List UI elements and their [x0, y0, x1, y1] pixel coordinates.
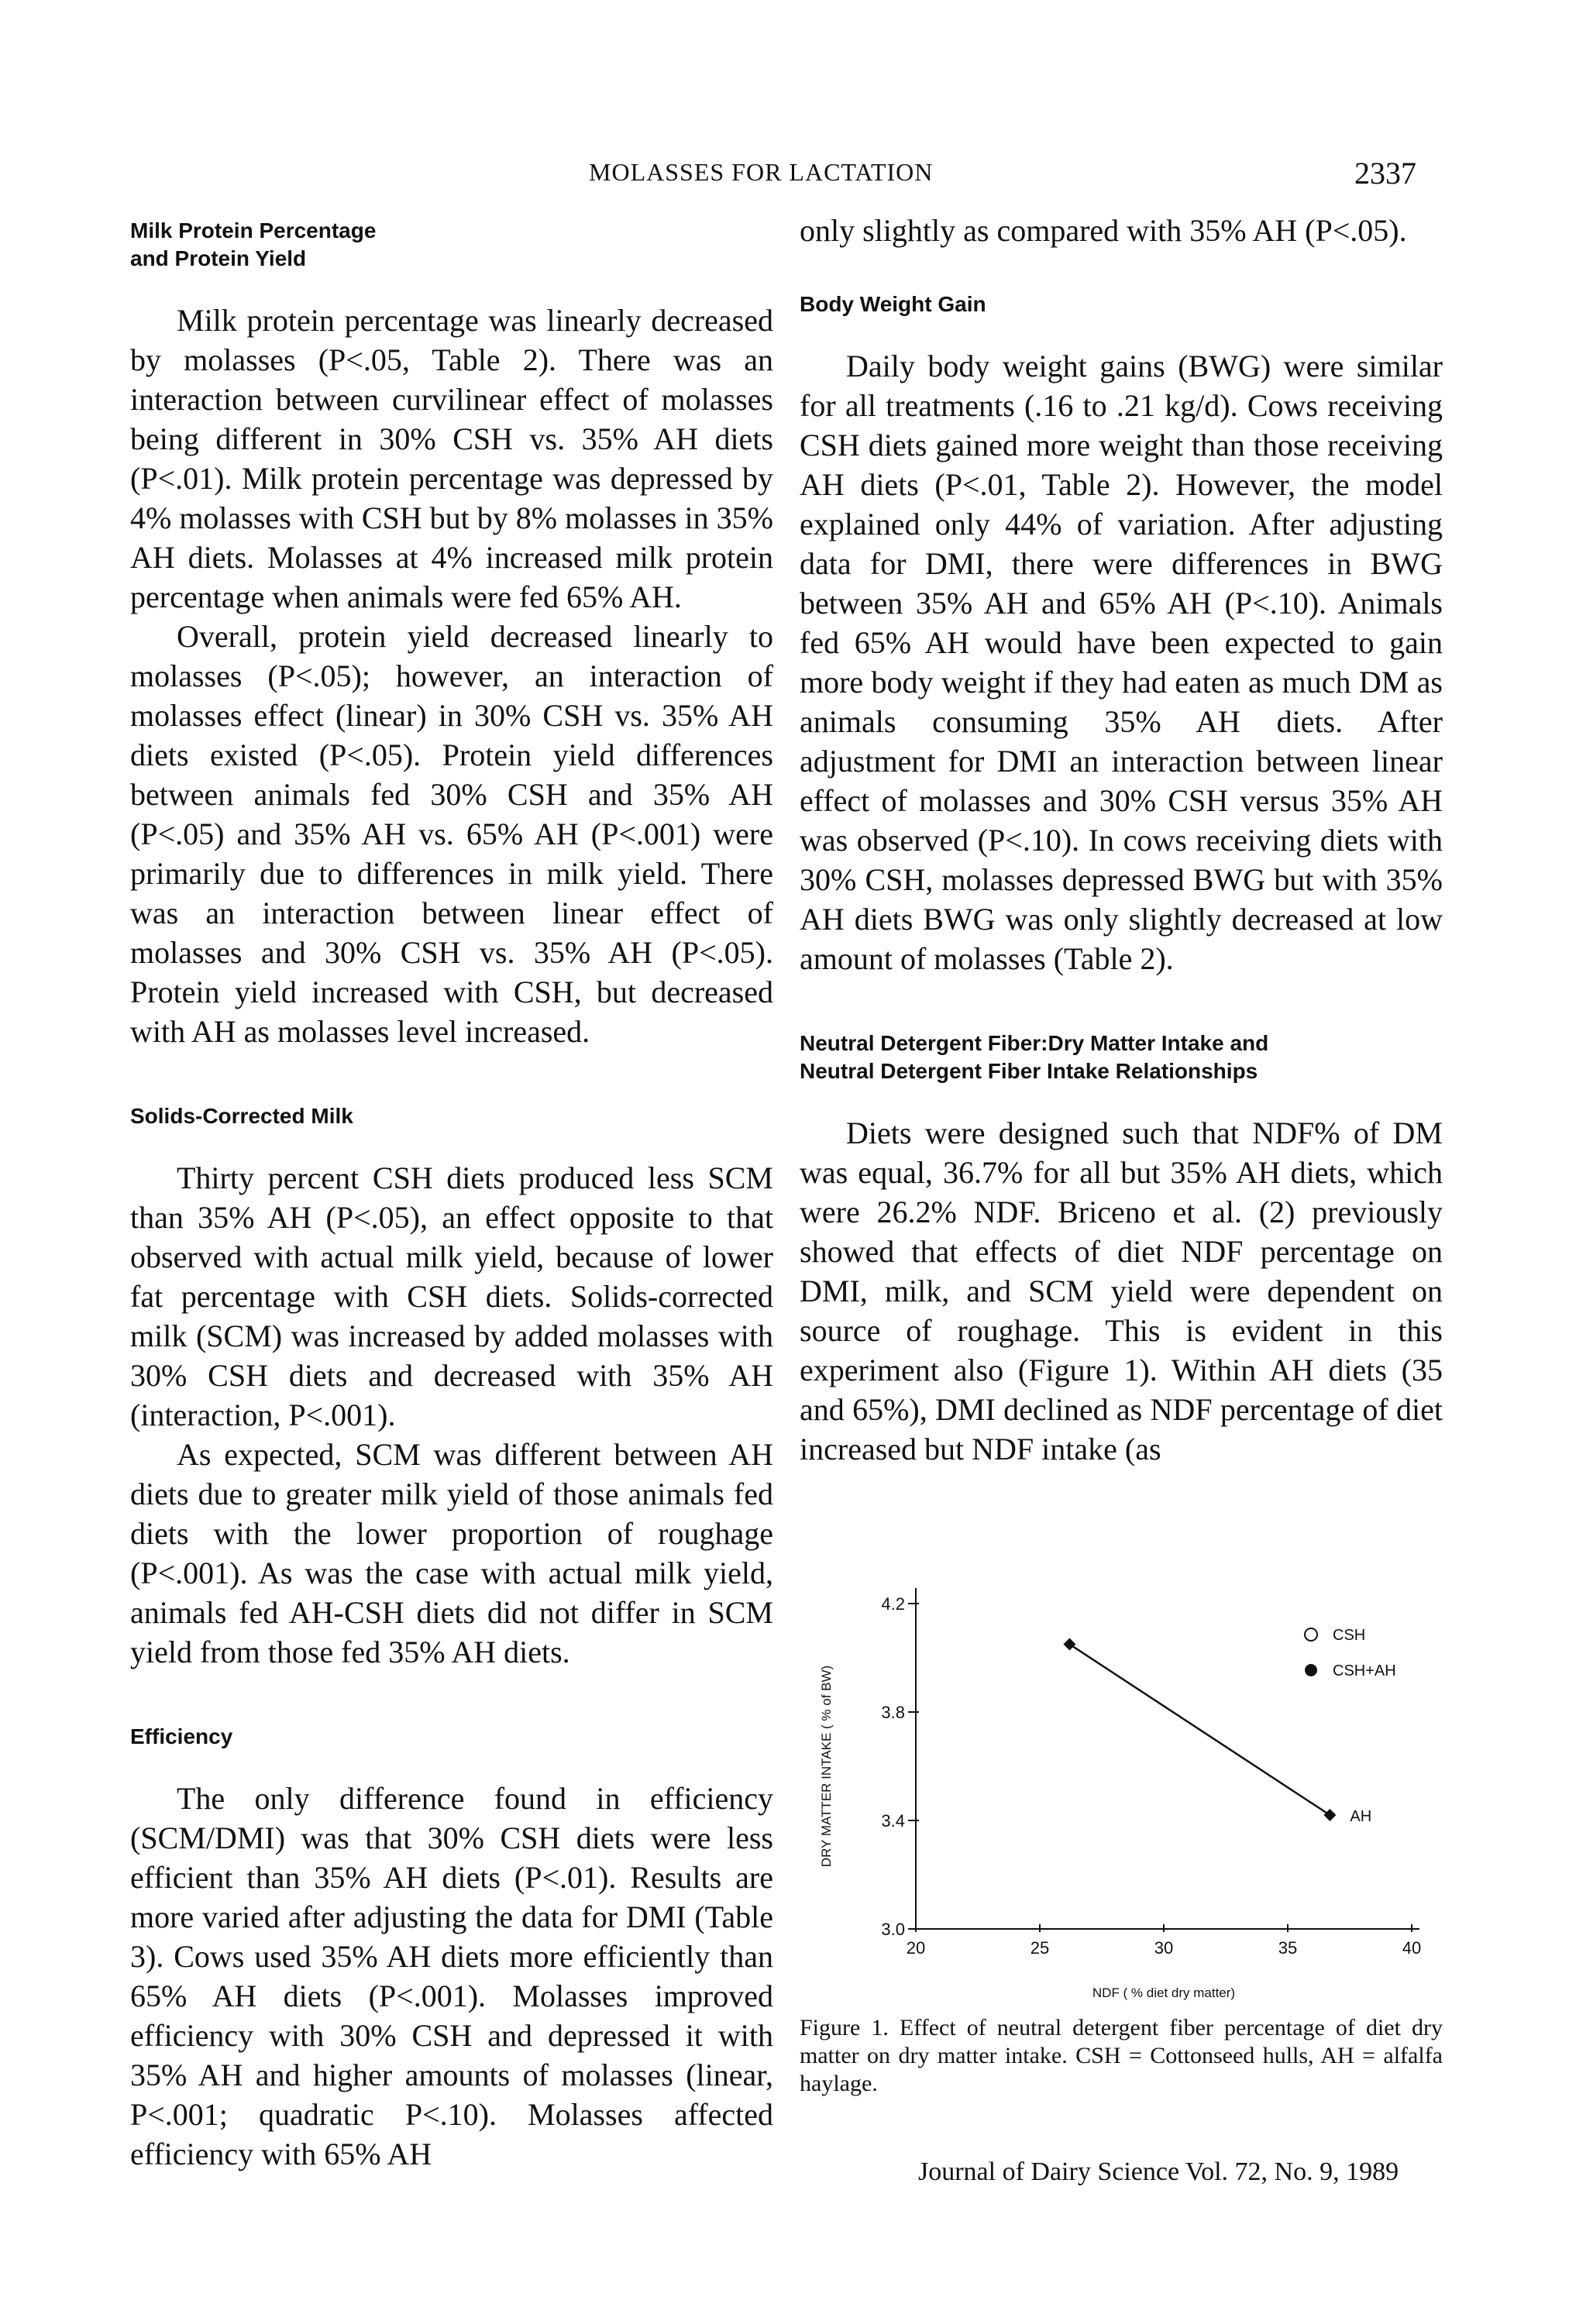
- data-point-diamond: [1063, 1638, 1075, 1651]
- x-tick-label: 30: [1154, 1938, 1174, 1958]
- heading-line: Neutral Detergent Fiber:Dry Matter Intake and: [800, 1031, 1269, 1055]
- series-line-segment: [1069, 1645, 1330, 1816]
- paragraph: As expected, SCM was different between AH diets due to greater milk yield of those animals fed diets with the lower proportion of roughage (P<.001). As was the case with actual milk yield, animals fed AH-CSH diets did not differ in SCM yield from those fed 35% AH diets.: [130, 1437, 773, 1669]
- paragraph: Thirty percent CSH diets produced less SCM than 35% AH (P<.05), an effect opposite to that observed with actual milk yield, because of lower fat percentage with CSH diets. Solids-corrected milk (SCM) was increased by added molasses with 30% CSH diets and decreased with 35% AH (interaction, P<.001).: [130, 1160, 773, 1432]
- legend-marker-filled-circle: [1305, 1664, 1317, 1676]
- section-heading-efficiency: Efficiency: [130, 1724, 233, 1748]
- heading-line: Neutral Detergent Fiber Intake Relationships: [800, 1059, 1258, 1083]
- right-column: [800, 211, 1443, 1469]
- y-axis-label: DRY MATTER INTAKE ( % of BW): [819, 1665, 834, 1868]
- legend-label: CSH+AH: [1333, 1662, 1396, 1679]
- paragraph: Diets were designed such that NDF% of DM was equal, 36.7% for all but 35% AH diets, which were 26.2% NDF. Briceno et al. (2) previously showed that effects of diet NDF percentage on DMI, milk, and SCM yield were dependent on source of roughage. This is evident in this experiment also (Figure 1). Within AH diets (35 and 65%), DMI declined as NDF percentage of diet increased but NDF intake (as: [800, 1116, 1443, 1466]
- x-tick-label: 25: [1030, 1938, 1050, 1958]
- x-axis-label: NDF ( % diet dry matter): [1092, 1985, 1236, 2000]
- paragraph: Daily body weight gains (BWG) were similar for all treatments (.16 to .21 kg/d). Cows receiving CSH diets gained more weight than those receiving AH diets (P<.01, Table 2). However, the model explained only 44% of variation. After adjusting data for DMI, there were differences in BWG between 35% AH and 65% AH (P<.10). Animals fed 65% AH would have been expected to gain more body weight if they had eaten as much DM as animals consuming 35% AH diets. After adjustment for DMI an interaction between linear effect of molasses and 30% CSH versus 35% AH was observed (P<.10). In cows receiving diets with 30% CSH, molasses depressed BWG but with 35% AH diets BWG was only slightly decreased at low amount of molasses (Table 2).: [800, 349, 1443, 976]
- x-tick-label: 35: [1278, 1938, 1298, 1958]
- legend-label: CSH: [1333, 1627, 1366, 1644]
- running-head: [0, 158, 1569, 195]
- legend-marker-open-circle: [1305, 1628, 1317, 1641]
- figure-caption: Figure 1. Effect of neutral detergent fiber percentage of diet dry matter on dry matter intake. CSH = Cottonseed hulls, AH = alfalfa haylage.: [800, 2015, 1443, 2096]
- journal-footer: Journal of Dairy Science Vol. 72, No. 9, 1989: [918, 2157, 1399, 2186]
- paragraph: Milk protein percentage was linearly decreased by molasses (P<.05, Table 2). There was an interaction between curvilinear effect of molasses being different in 30% CSH vs. 35% AH diets (P<.01). Milk protein percentage was depressed by 4% molasses with CSH but by 8% molasses in 35% AH diets. Molasses at 4% increased milk protein percentage when animals were fed 65% AH.: [130, 303, 773, 614]
- y-tick-label: 3.4: [881, 1811, 905, 1831]
- x-tick-label: 40: [1402, 1938, 1422, 1958]
- y-tick-label: 3.0: [881, 1920, 905, 1939]
- figure-1: [800, 1573, 1443, 2006]
- y-tick-label: 4.2: [881, 1594, 905, 1614]
- section-heading-bwg: Body Weight Gain: [800, 292, 986, 316]
- paragraph-continued: only slightly as compared with 35% AH (P<.05).: [800, 213, 1407, 248]
- ndf-dmi-chart: [800, 1573, 1443, 2006]
- section-heading-ndf: [800, 1030, 1443, 1085]
- x-tick-label: 20: [906, 1938, 926, 1958]
- section-heading-scm: Solids-Corrected Milk: [130, 1104, 353, 1128]
- y-tick-label: 3.8: [881, 1703, 905, 1722]
- paragraph: The only difference found in efficiency (SCM/DMI) was that 30% CSH diets were less efficient than 35% AH diets (P<.01). Results are more varied after adjusting the data for DMI (Table 3). Cows used 35% AH diets more efficiently than 65% AH diets (P<.001). Molasses improved efficiency with 30% CSH and depressed it with 35% AH and higher amounts of molasses (linear, P<.001; quadratic P<.10). Molasses affected efficiency with 65% AH: [130, 1781, 773, 2171]
- running-title: MOLASSES FOR LACTATION: [589, 158, 934, 186]
- left-column: [130, 217, 773, 2174]
- heading-line: and Protein Yield: [130, 246, 307, 270]
- page-number: 2337: [1354, 156, 1416, 191]
- paragraph: Overall, protein yield decreased linearly to molasses (P<.05); however, an interaction of molasses effect (linear) in 30% CSH vs. 35% AH diets existed (P<.05). Protein yield differences between animals fed 30% CSH and 35% AH (P<.05) and 35% AH vs. 65% AH (P<.001) were primarily due to differences in milk yield. There was an interaction between linear effect of molasses and 30% CSH vs. 35% AH (P<.05). Protein yield increased with CSH, but decreased with AH as molasses level increased.: [130, 619, 773, 1049]
- series-annotation: AH: [1350, 1808, 1372, 1825]
- section-heading-protein: [130, 217, 773, 273]
- data-point-diamond: [1323, 1809, 1336, 1821]
- heading-line: Milk Protein Percentage: [130, 218, 377, 242]
